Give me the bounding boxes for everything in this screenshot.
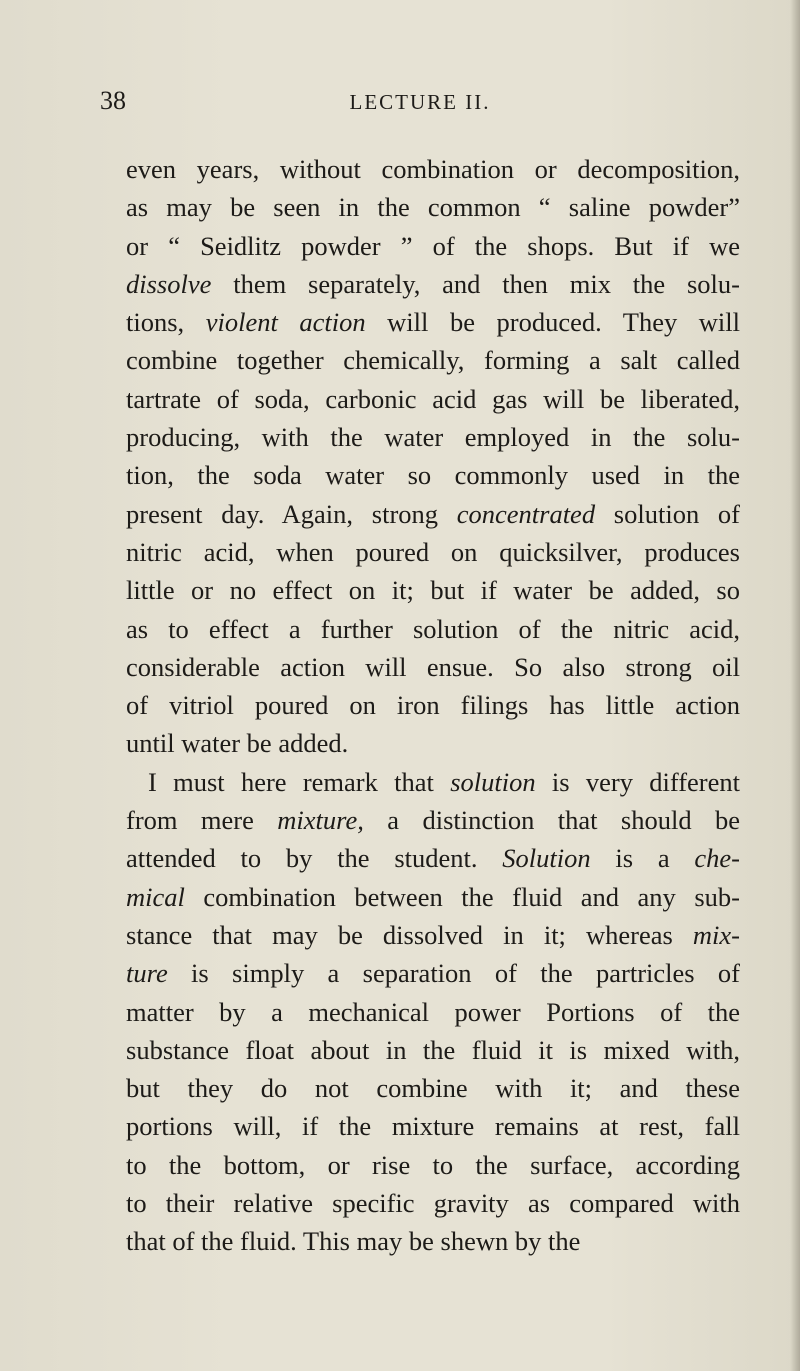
text-segment: tion, the soda water so commonly used in the <box>126 460 740 491</box>
text-line <box>126 380 740 418</box>
text-line <box>126 456 740 494</box>
text-line <box>126 916 740 954</box>
text-segment: solution of <box>595 498 740 529</box>
italic-text: mixture, <box>277 805 364 836</box>
text-segment: present day. Again, strong <box>126 498 457 529</box>
text-segment: stance that may be dissolved in it; whereas <box>126 919 693 950</box>
italic-text: ture <box>126 958 168 989</box>
text-line <box>126 495 740 533</box>
text-segment: until water be added. <box>126 728 349 759</box>
text-line <box>126 954 740 992</box>
text-segment: them separately, and then mix the solu- <box>211 268 740 299</box>
text-line <box>126 227 740 265</box>
page-number: 38 <box>100 86 126 115</box>
text-segment: matter by a mechanical power Portions of the <box>126 996 740 1027</box>
text-segment: of vitriol poured on iron filings has little action <box>126 690 740 721</box>
text-segment: as may be seen in the common “ saline powder” <box>126 192 740 223</box>
text-line <box>126 993 740 1031</box>
text-line <box>126 686 740 724</box>
text-segment: is very different <box>535 766 740 797</box>
text-segment: tions, <box>126 307 206 338</box>
text-segment: nitric acid, when poured on quicksilver, produces <box>126 536 740 567</box>
text-segment: I must here remark that <box>148 766 451 797</box>
text-segment: considerable action will ensue. So also strong oil <box>126 651 740 682</box>
text-segment: to their relative specific gravity as compared with <box>126 1188 740 1219</box>
italic-text: concentrated <box>456 498 596 529</box>
italic-text: che- <box>694 843 740 874</box>
text-line <box>126 341 740 379</box>
text-segment: combine together chemically, forming a salt called <box>126 345 740 376</box>
text-line <box>126 1107 740 1145</box>
text-line <box>126 801 740 839</box>
text-segment: portions will, if the mixture remains at rest, fall <box>126 1111 740 1142</box>
text-line <box>126 648 740 686</box>
italic-text: mix- <box>692 919 740 950</box>
text-line <box>126 878 740 916</box>
text-segment: from mere <box>126 805 278 836</box>
italic-text: violent action <box>205 307 366 338</box>
text-segment: combination between the fluid and any sub- <box>184 881 740 912</box>
text-line <box>126 1146 740 1184</box>
running-head: LECTURE II. <box>349 90 491 114</box>
page-edge-shadow <box>790 0 800 1371</box>
text-line <box>126 724 740 762</box>
text-line <box>126 303 740 341</box>
text-segment: is simply a separation of the partricles of <box>167 958 740 989</box>
text-segment: but they do not combine with it; and these <box>126 1073 740 1104</box>
text-segment: or “ Seidlitz powder ” of the shops. But if we <box>126 230 740 261</box>
text-segment: substance float about in the fluid it is mixed with, <box>126 1034 740 1065</box>
text-segment: is a <box>590 843 695 874</box>
italic-text: mical <box>126 881 185 912</box>
text-segment: a distinction that should be <box>363 805 740 836</box>
text-segment: producing, with the water employed in the solu- <box>126 422 740 453</box>
text-line <box>126 1069 740 1107</box>
text-segment: tartrate of soda, carbonic acid gas will be liberated, <box>126 383 740 414</box>
text-line <box>126 1222 740 1260</box>
text-line <box>126 763 740 801</box>
text-line <box>126 188 740 226</box>
text-line <box>126 839 740 877</box>
text-segment: to the bottom, or rise to the surface, according <box>126 1149 740 1180</box>
text-line <box>126 610 740 648</box>
text-line <box>126 533 740 571</box>
body-text <box>126 150 740 1261</box>
italic-text: Solution <box>502 843 591 874</box>
text-line <box>126 150 740 188</box>
text-line <box>126 418 740 456</box>
text-line <box>126 265 740 303</box>
text-line <box>126 1031 740 1069</box>
italic-text: solution <box>450 766 536 797</box>
text-segment: as to effect a further solution of the nitric acid, <box>126 613 740 644</box>
text-segment: little or no effect on it; but if water be added, so <box>126 575 740 606</box>
text-segment: even years, without combination or decomposition, <box>126 154 740 184</box>
text-segment: will be produced. They will <box>365 307 740 338</box>
text-line <box>126 1184 740 1222</box>
italic-text: dissolve <box>126 268 212 299</box>
text-segment: that of the fluid. This may be shewn by the <box>126 1226 581 1257</box>
text-segment: attended to by the student. <box>126 843 503 874</box>
text-line <box>126 571 740 609</box>
